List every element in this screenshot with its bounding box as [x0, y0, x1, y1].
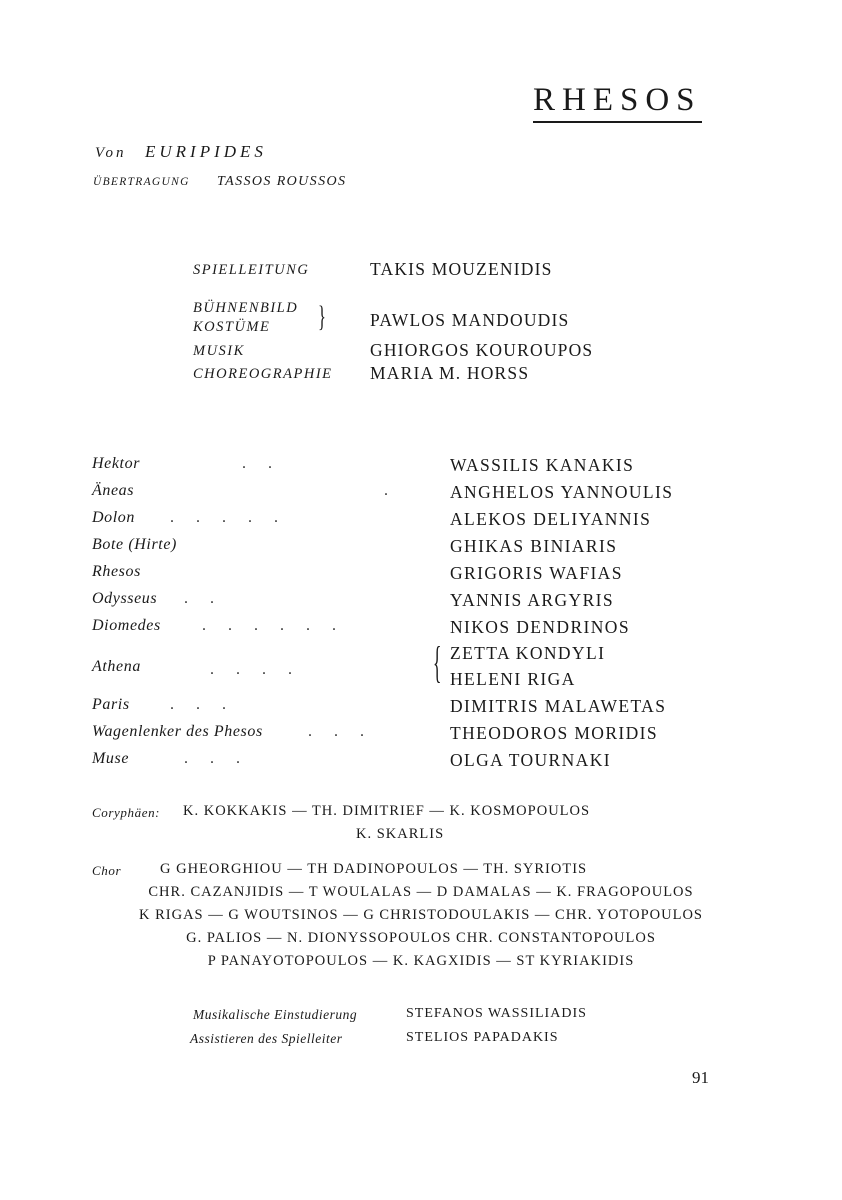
coryphaei-line: K. KOKKAKIS — TH. DIMITRIEF — K. KOSMOPOULOS [183, 803, 591, 819]
footer-label-music-study: Musikalische Einstudierung [193, 1007, 358, 1022]
cast-role: Äneas [92, 482, 135, 499]
cast-row [92, 696, 712, 722]
page-number: 91 [692, 1068, 709, 1087]
footer-name-assistant: STELIOS PAPADAKIS [406, 1030, 559, 1045]
cast-dots: . [384, 482, 397, 499]
footer-name-music-study: STEFANOS WASSILIADIS [406, 1006, 587, 1021]
cast-actor: ALEKOS DELIYANNIS [450, 509, 652, 529]
cast-role: Diomedes [92, 617, 161, 634]
cast-role: Paris [92, 696, 130, 713]
crew-role-stage-design: BÜHNENBILD [193, 300, 299, 316]
crew-role-choreography: CHOREOGRAPHIE [193, 366, 333, 382]
crew-name-direction: TAKIS MOUZENIDIS [370, 259, 553, 279]
cast-actor: THEODOROS MORIDIS [450, 723, 659, 743]
coryphaei-line: K. SKARLIS [356, 826, 445, 842]
translator-name: TASSOS ROUSSOS [217, 174, 347, 189]
cast-role: Rhesos [92, 563, 141, 580]
cast-row [92, 617, 712, 643]
chorus-line: P PANAYOTOPOULOS — K. KAGXIDIS — ST KYRIAKIDIS [207, 953, 635, 969]
chorus-line: K RIGAS — G WOUTSINOS — G CHRISTODOULAKIS — CHR. YOTOPOULOS [139, 907, 703, 923]
cast-role: Athena [92, 658, 141, 675]
coryphaei-label: Coryphäen: [92, 805, 161, 820]
cast-role: Bote (Hirte) [92, 536, 177, 553]
crew-role-costumes: KOSTÜME [193, 319, 271, 335]
cast-role: Odysseus [92, 590, 158, 607]
cast-actor: ANGHELOS YANNOULIS [450, 482, 674, 502]
cast-role: Dolon [92, 509, 135, 526]
author-name: EURIPIDES [145, 142, 267, 161]
cast-dots: . . . . [210, 661, 301, 678]
cast-row [92, 638, 712, 695]
cast-row [92, 536, 712, 562]
brace-icon: } [318, 300, 326, 333]
cast-role: Muse [92, 750, 130, 767]
cast-dots: . . . [170, 696, 235, 713]
author-prefix: Von [95, 145, 127, 161]
cast-role: Hektor [92, 455, 141, 472]
cast-role: Wagenlenker des Phesos [92, 723, 263, 740]
chorus-line: G. PALIOS — N. DIONYSSOPOULOS CHR. CONSTANTOPOULOS [186, 930, 656, 946]
cast-row [92, 455, 712, 481]
cast-dots: . . . [184, 750, 249, 767]
crew-role-direction: SPIELLEITUNG [193, 262, 310, 278]
cast-actor: WASSILIS KANAKIS [450, 455, 635, 475]
crew-name-music: GHIORGOS KOUROUPOS [370, 340, 594, 360]
cast-dots: . . [184, 590, 223, 607]
crew-name-choreography: MARIA M. HORSS [370, 363, 530, 383]
cast-dots: . . [242, 455, 281, 472]
cast-dots: . . . . . . [202, 617, 345, 634]
cast-dots: . . . [308, 723, 373, 740]
cast-row [92, 482, 712, 508]
chorus-line: CHR. CAZANJIDIS — T WOULALAS — D DAMALAS — K. FRAGOPOULOS [148, 884, 694, 900]
crew-name-design: PAWLOS MANDOUDIS [370, 310, 570, 330]
cast-actor: ZETTA KONDYLI [450, 643, 606, 663]
cast-row [92, 590, 712, 616]
cast-row [92, 723, 712, 749]
crew-role-music: MUSIK [193, 343, 245, 359]
cast-actor: GHIKAS BINIARIS [450, 536, 618, 556]
cast-actor: NIKOS DENDRINOS [450, 617, 630, 637]
chorus-line: G GHEORGHIOU — TH DADINOPOULOS — TH. SYRIOTIS [160, 861, 588, 877]
cast-actor: HELENI RIGA [450, 669, 576, 689]
cast-row [92, 750, 712, 776]
page-title: RHESOS [533, 82, 702, 123]
chorus-label: Chor [92, 863, 122, 878]
translation-label: ÜBERTRAGUNG [93, 176, 190, 188]
cast-dots: . . . . . [170, 509, 287, 526]
cast-row [92, 509, 712, 535]
cast-actor: YANNIS ARGYRIS [450, 590, 615, 610]
footer-label-assistant: Assistieren des Spielleiter [190, 1031, 343, 1046]
cast-actor: GRIGORIS WAFIAS [450, 563, 623, 583]
cast-row [92, 563, 712, 589]
cast-actor: OLGA TOURNAKI [450, 750, 611, 770]
cast-actor: DIMITRIS MALAWETAS [450, 696, 667, 716]
brace-icon: { [433, 638, 442, 687]
